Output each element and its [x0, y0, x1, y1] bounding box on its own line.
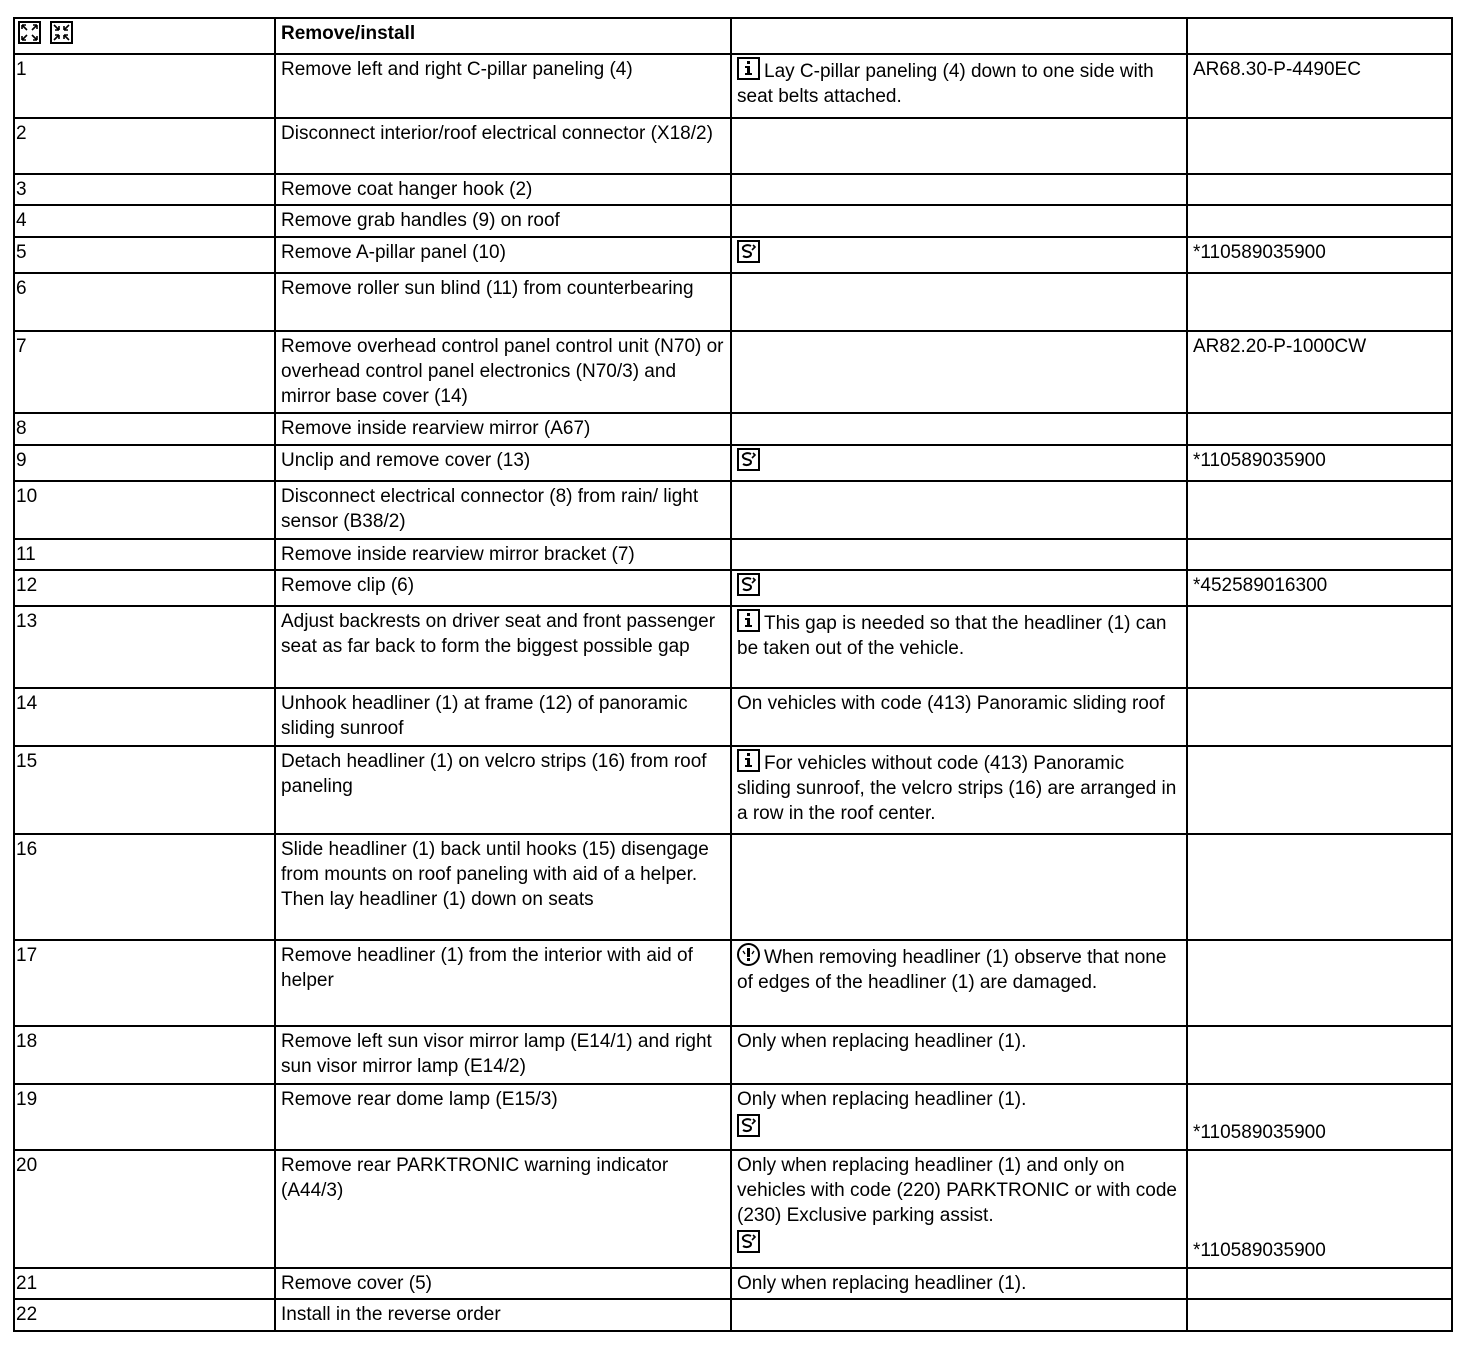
step-note	[731, 481, 1187, 539]
step-number: 6	[14, 273, 275, 331]
reference-code-text[interactable]: *110589035900	[1193, 450, 1326, 471]
info-icon	[737, 749, 760, 772]
table-row	[14, 174, 1452, 205]
table-row	[14, 746, 1452, 834]
step-note	[731, 205, 1187, 237]
step-number: 4	[14, 205, 275, 237]
reference-code-text[interactable]: *110589035900	[1193, 1122, 1326, 1143]
step-action: Remove roller sun blind (11) from counterbearing	[275, 273, 731, 331]
step-note	[731, 1268, 1187, 1299]
step-action: Unhook headliner (1) at frame (12) of panoramic sliding sunroof	[275, 688, 731, 746]
reference-code[interactable]	[1187, 746, 1452, 834]
special-tool-icon	[737, 1230, 760, 1253]
step-note	[731, 940, 1187, 1026]
reference-code[interactable]	[1187, 539, 1452, 570]
step-action: Unclip and remove cover (13)	[275, 445, 731, 481]
special-tool-icon	[737, 240, 760, 263]
step-number: 22	[14, 1299, 275, 1331]
step-note	[731, 570, 1187, 606]
reference-code[interactable]	[1187, 1268, 1452, 1299]
step-number: 8	[14, 413, 275, 445]
step-action: Disconnect electrical connector (8) from rain/ light sensor (B38/2)	[275, 481, 731, 539]
table-row	[14, 331, 1452, 413]
header-note-cell	[731, 18, 1187, 54]
note-text: This gap is needed so that the headliner (1) can be taken out of the vehicle.	[737, 613, 1167, 659]
step-number: 3	[14, 174, 275, 205]
step-action: Adjust backrests on driver seat and front passenger seat as far back to form the biggest possible gap	[275, 606, 731, 688]
special-tool-icon	[737, 448, 760, 471]
step-number: 9	[14, 445, 275, 481]
reference-code[interactable]	[1187, 174, 1452, 205]
step-note	[731, 331, 1187, 413]
info-icon	[737, 609, 760, 632]
caution-icon	[737, 943, 760, 966]
table-row	[14, 1150, 1452, 1268]
special-tool-icon	[737, 573, 760, 596]
reference-code[interactable]	[1187, 940, 1452, 1026]
note-text: Only when replacing headliner (1).	[737, 1031, 1027, 1052]
note-text: For vehicles without code (413) Panoramic sliding sunroof, the velcro strips (16) are arranged in a row in the roof center.	[737, 753, 1177, 824]
step-note	[731, 413, 1187, 445]
reference-code-text[interactable]: AR68.30-P-4490EC	[1193, 59, 1361, 80]
step-note	[731, 118, 1187, 174]
step-number: 17	[14, 940, 275, 1026]
step-number: 11	[14, 539, 275, 570]
info-icon	[737, 57, 760, 80]
reference-code[interactable]	[1187, 118, 1452, 174]
header-row	[14, 18, 1452, 54]
table-row	[14, 445, 1452, 481]
note-text: On vehicles with code (413) Panoramic sliding roof	[737, 693, 1165, 714]
reference-code[interactable]	[1187, 481, 1452, 539]
step-note	[731, 273, 1187, 331]
step-action: Remove rear PARKTRONIC warning indicator (A44/3)	[275, 1150, 731, 1268]
step-note	[731, 445, 1187, 481]
table-row	[14, 1084, 1452, 1150]
note-text: Only when replacing headliner (1).	[737, 1089, 1027, 1110]
reference-code[interactable]	[1187, 413, 1452, 445]
reference-code[interactable]	[1187, 688, 1452, 746]
reference-code-text[interactable]: *110589035900	[1193, 1240, 1326, 1261]
table-row	[14, 205, 1452, 237]
reference-code[interactable]	[1187, 273, 1452, 331]
reference-code[interactable]	[1187, 570, 1452, 606]
step-number: 19	[14, 1084, 275, 1150]
step-note	[731, 1084, 1187, 1150]
table-row	[14, 118, 1452, 174]
table-row	[14, 1026, 1452, 1084]
step-action: Remove overhead control panel control unit (N70) or overhead control panel electronics (N70/3) and mirror base cover (14)	[275, 331, 731, 413]
table-row	[14, 413, 1452, 445]
step-number: 14	[14, 688, 275, 746]
note-text: Lay C-pillar paneling (4) down to one side with seat belts attached.	[737, 61, 1154, 107]
header-ref-cell	[1187, 18, 1452, 54]
step-note	[731, 1299, 1187, 1331]
reference-code[interactable]	[1187, 237, 1452, 273]
table-row	[14, 940, 1452, 1026]
note-text: When removing headliner (1) observe that none of edges of the headliner (1) are damaged.	[737, 947, 1167, 993]
table-row	[14, 1268, 1452, 1299]
step-number: 12	[14, 570, 275, 606]
special-tool-icon	[737, 1114, 760, 1137]
step-number: 7	[14, 331, 275, 413]
table-row	[14, 1299, 1452, 1331]
step-number: 2	[14, 118, 275, 174]
collapse-icon[interactable]	[50, 21, 73, 44]
table-row	[14, 54, 1452, 118]
step-number: 13	[14, 606, 275, 688]
step-action: Remove A-pillar panel (10)	[275, 237, 731, 273]
step-number: 1	[14, 54, 275, 118]
header-icons-cell	[14, 18, 275, 54]
table-row	[14, 606, 1452, 688]
step-number: 18	[14, 1026, 275, 1084]
table-row	[14, 237, 1452, 273]
step-action: Remove left sun visor mirror lamp (E14/1) and right sun visor mirror lamp (E14/2)	[275, 1026, 731, 1084]
reference-code-text[interactable]: *452589016300	[1193, 575, 1328, 596]
reference-code[interactable]	[1187, 606, 1452, 688]
table-row	[14, 834, 1452, 940]
step-action: Detach headliner (1) on velcro strips (16) from roof paneling	[275, 746, 731, 834]
step-note	[731, 54, 1187, 118]
step-action: Disconnect interior/roof electrical connector (X18/2)	[275, 118, 731, 174]
note-text: Only when replacing headliner (1) and only on vehicles with code (220) PARKTRONIC or with code (230) Exclusive parking assist.	[737, 1155, 1177, 1226]
step-action: Remove clip (6)	[275, 570, 731, 606]
step-note	[731, 539, 1187, 570]
step-number: 20	[14, 1150, 275, 1268]
step-action: Install in the reverse order	[275, 1299, 731, 1331]
step-note	[731, 746, 1187, 834]
reference-code[interactable]	[1187, 834, 1452, 940]
table-row	[14, 539, 1452, 570]
step-action: Remove cover (5)	[275, 1268, 731, 1299]
procedure-table	[13, 17, 1453, 1332]
step-number: 21	[14, 1268, 275, 1299]
step-note	[731, 174, 1187, 205]
step-number: 15	[14, 746, 275, 834]
step-note	[731, 1150, 1187, 1268]
table-row	[14, 481, 1452, 539]
step-action: Remove rear dome lamp (E15/3)	[275, 1084, 731, 1150]
expand-icon[interactable]	[18, 21, 41, 44]
step-action: Remove inside rearview mirror (A67)	[275, 413, 731, 445]
table-row	[14, 273, 1452, 331]
reference-code[interactable]	[1187, 445, 1452, 481]
step-action: Remove left and right C-pillar paneling (4)	[275, 54, 731, 118]
step-note	[731, 606, 1187, 688]
step-note	[731, 834, 1187, 940]
note-text: Only when replacing headliner (1).	[737, 1273, 1027, 1294]
step-action: Remove grab handles (9) on roof	[275, 205, 731, 237]
step-number: 16	[14, 834, 275, 940]
step-note	[731, 237, 1187, 273]
reference-code[interactable]	[1187, 331, 1452, 413]
reference-code[interactable]	[1187, 1150, 1452, 1268]
reference-code-text[interactable]: *110589035900	[1193, 242, 1326, 263]
step-action: Slide headliner (1) back until hooks (15) disengage from mounts on roof paneling with aid of a helper. Then lay headliner (1) down on seats	[275, 834, 731, 940]
reference-code[interactable]	[1187, 1084, 1452, 1150]
step-note	[731, 688, 1187, 746]
reference-code[interactable]	[1187, 1026, 1452, 1084]
step-number: 5	[14, 237, 275, 273]
reference-code[interactable]	[1187, 54, 1452, 118]
header-title: Remove/install	[275, 18, 731, 54]
reference-code[interactable]	[1187, 205, 1452, 237]
step-number: 10	[14, 481, 275, 539]
step-action: Remove inside rearview mirror bracket (7)	[275, 539, 731, 570]
reference-code[interactable]	[1187, 1299, 1452, 1331]
table-row	[14, 570, 1452, 606]
reference-code-text[interactable]: AR82.20-P-1000CW	[1193, 336, 1367, 357]
step-note	[731, 1026, 1187, 1084]
step-action: Remove coat hanger hook (2)	[275, 174, 731, 205]
table-row	[14, 688, 1452, 746]
step-action: Remove headliner (1) from the interior with aid of helper	[275, 940, 731, 1026]
